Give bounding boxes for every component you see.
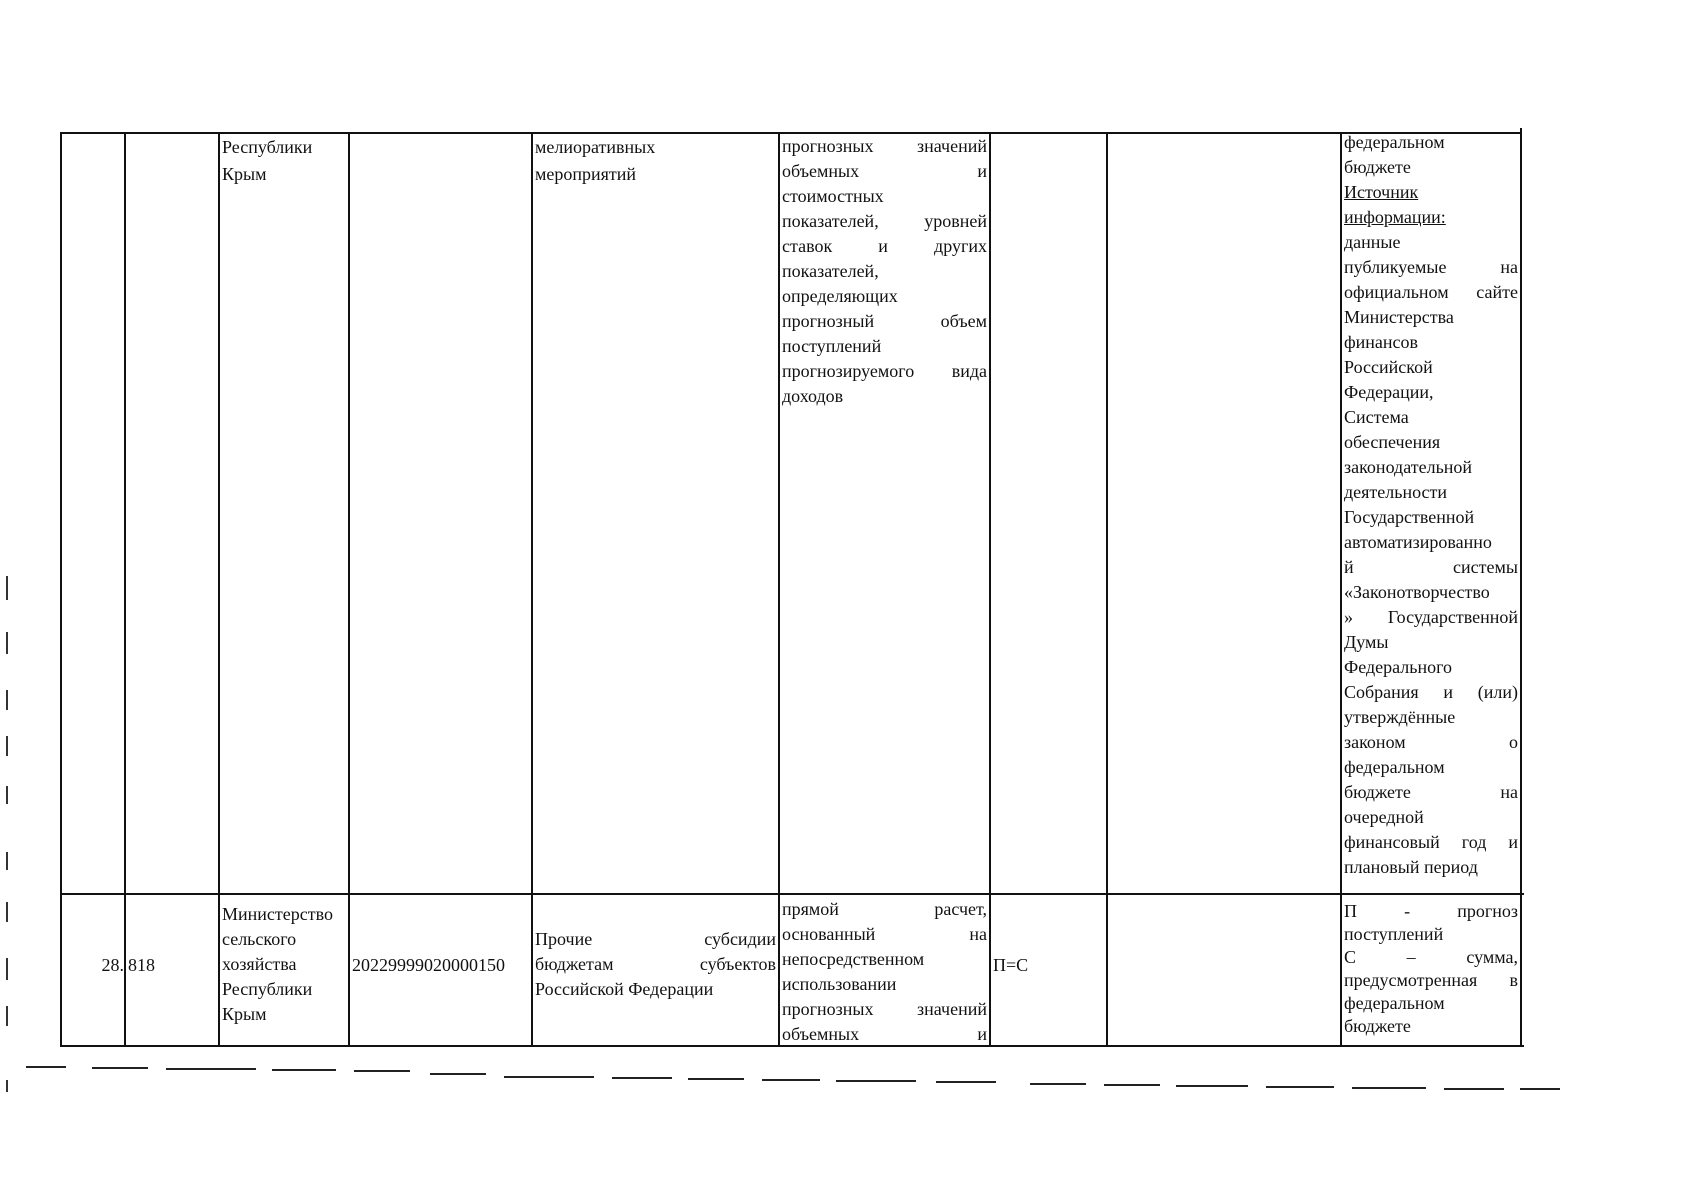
row2-method-line-6: объемных и	[782, 1024, 987, 1044]
cut-line-segment	[612, 1077, 672, 1079]
row2-desc-line-3: С – сумма,	[1344, 947, 1518, 967]
margin-mark	[6, 902, 8, 922]
row1-method-line-5: ставок и других	[782, 236, 987, 256]
row1-desc-line-23: Собрания и (или)	[1344, 682, 1518, 702]
row1-desc-line-6: публикуемые на	[1344, 257, 1518, 277]
row1-method-line-2: объемных и	[782, 161, 987, 181]
row1-desc-line-27: бюджете на	[1344, 782, 1518, 802]
margin-mark	[6, 958, 8, 980]
row1-desc-line-2: бюджете	[1344, 157, 1411, 177]
row2-desc-line-4: предусмотренная в	[1344, 970, 1518, 990]
row2-code-cell	[126, 950, 218, 979]
col-border-4	[531, 132, 533, 1047]
row2-method-line-1: прямой расчет,	[782, 899, 987, 919]
row2-name-line-1: Прочие субсидии	[535, 929, 776, 949]
row1-desc-line-10: Российской	[1344, 357, 1433, 377]
cut-line-segment	[1520, 1088, 1560, 1090]
row2-method-line-3: непосредственном	[782, 949, 925, 969]
row1-method-line-1: прогнозных значений	[782, 136, 987, 156]
margin-mark	[6, 852, 8, 870]
row2-method-line-5: прогнозных значений	[782, 999, 987, 1019]
row2-admin-line-3: хозяйства	[222, 954, 297, 974]
row1-method-line-4: показателей, уровней	[782, 211, 987, 231]
cut-line-segment	[936, 1081, 996, 1083]
cut-line-segment	[26, 1066, 66, 1068]
cut-line-segment	[688, 1078, 744, 1080]
margin-mark	[6, 632, 8, 654]
cut-line-segment	[166, 1068, 256, 1070]
row2-income-name-cell	[533, 925, 778, 1002]
row1-admin-line-2: Крым	[222, 164, 267, 184]
row2-method-line-2: основанный на	[782, 924, 987, 944]
cut-line-segment	[1030, 1083, 1086, 1085]
row1-desc-line-13: обеспечения	[1344, 432, 1441, 452]
row2-admin-line-5: Крым	[222, 1004, 267, 1024]
row1-desc-line-17: автоматизированно	[1344, 532, 1492, 552]
cut-line-segment	[272, 1069, 336, 1071]
row2-administrator-cell	[220, 900, 348, 1027]
row2-desc-line-1: П - прогноз	[1344, 901, 1518, 921]
row1-name-line-2: мероприятий	[535, 164, 637, 184]
col-border-9	[1520, 128, 1522, 1047]
row2-desc-line-6: бюджете	[1344, 1016, 1411, 1036]
col-border-3	[348, 132, 350, 1047]
cut-line-segment	[836, 1080, 916, 1082]
col-border-6	[989, 132, 991, 1047]
cut-line-segment	[504, 1076, 594, 1078]
row1-desc-line-14: законодательной	[1344, 457, 1473, 477]
row1-desc-line-8: Министерства	[1344, 307, 1454, 327]
row1-method-line-11: доходов	[782, 386, 844, 406]
row1-admin-line-1: Республики	[222, 137, 313, 157]
row1-method-line-10: прогнозируемого вида	[782, 361, 987, 381]
row2-description-cell	[1342, 898, 1520, 1038]
row2-method-cell	[780, 895, 989, 1047]
row1-income-name-cell	[533, 132, 778, 188]
row1-desc-line-5: данные	[1344, 232, 1401, 252]
row2-formula-cell	[991, 950, 1106, 979]
row1-desc-line-30: плановый период	[1344, 857, 1478, 877]
row-number: 28.	[101, 955, 124, 975]
row2-desc-line-2: поступлений	[1344, 924, 1444, 944]
row1-desc-line-11: Федерации,	[1344, 382, 1434, 402]
row2-admin-line-2: сельского	[222, 929, 297, 949]
cut-line-segment	[1352, 1087, 1426, 1089]
row1-desc-line-21: Думы	[1344, 632, 1389, 652]
col-border-7	[1106, 132, 1108, 1047]
row1-desc-line-3: Источник	[1344, 182, 1419, 202]
row1-desc-line-16: Государственной	[1344, 507, 1475, 527]
cut-line-segment	[1176, 1085, 1248, 1087]
kbk-code: 20229999020000150	[352, 955, 505, 975]
cut-line-segment	[430, 1073, 486, 1075]
cut-line-segment	[1104, 1084, 1160, 1086]
row1-desc-line-7: официальном сайте	[1344, 282, 1518, 302]
row2-admin-line-1: Министерство	[222, 904, 333, 924]
row1-desc-line-24: утверждённые	[1344, 707, 1456, 727]
cut-line-segment	[762, 1079, 820, 1081]
row1-desc-line-29: финансовый год и	[1344, 832, 1518, 852]
cut-line-segment	[354, 1070, 410, 1072]
row2-desc-line-5: федеральном	[1344, 993, 1445, 1013]
admin-code: 818	[128, 955, 155, 975]
margin-mark	[6, 1080, 8, 1092]
row1-desc-line-15: деятельности	[1344, 482, 1448, 502]
row1-administrator-cell	[220, 132, 348, 188]
margin-mark	[6, 690, 8, 710]
row1-method-cell	[780, 132, 989, 409]
row2-admin-line-4: Республики	[222, 979, 313, 999]
row1-desc-line-26: федеральном	[1344, 757, 1445, 777]
margin-mark	[6, 576, 8, 600]
row1-desc-line-19: «Законотворчество	[1344, 582, 1490, 602]
col-border-0	[60, 132, 62, 1047]
margin-mark	[6, 736, 8, 756]
row1-method-line-3: стоимостных	[782, 186, 884, 206]
row1-method-line-7: определяющих	[782, 286, 898, 306]
row2-name-line-2: бюджетам субъектов	[535, 954, 776, 974]
row1-desc-line-28: очередной	[1344, 807, 1424, 827]
formula: П=С	[993, 955, 1029, 975]
row1-method-line-6: показателей,	[782, 261, 879, 281]
row1-name-line-1: мелиоративных	[535, 137, 656, 157]
row2-method-line-4: использовании	[782, 974, 897, 994]
row1-desc-line-12: Система	[1344, 407, 1409, 427]
margin-mark	[6, 1006, 8, 1026]
row1-desc-line-18: й системы	[1344, 557, 1518, 577]
row1-desc-line-20: » Государственной	[1344, 607, 1518, 627]
margin-mark	[6, 786, 8, 804]
cut-line-segment	[1444, 1088, 1504, 1090]
row1-desc-line-1: федеральном	[1344, 132, 1445, 152]
row1-desc-line-22: Федерального	[1344, 657, 1453, 677]
row1-description-cell	[1342, 128, 1520, 880]
row1-desc-line-4: информации:	[1344, 207, 1446, 227]
row2-name-line-3: Российской Федерации	[535, 979, 714, 999]
cut-line-segment	[1266, 1086, 1334, 1088]
cut-line-segment	[92, 1067, 148, 1069]
col-border-1	[124, 132, 126, 1047]
row1-method-line-8: прогнозный объем	[782, 311, 987, 331]
row1-desc-line-9: финансов	[1344, 332, 1419, 352]
row1-method-line-9: поступлений	[782, 336, 882, 356]
row1-desc-line-25: законом о	[1344, 732, 1518, 752]
row2-kbk-cell	[350, 950, 531, 979]
row2-number-cell	[62, 950, 124, 979]
